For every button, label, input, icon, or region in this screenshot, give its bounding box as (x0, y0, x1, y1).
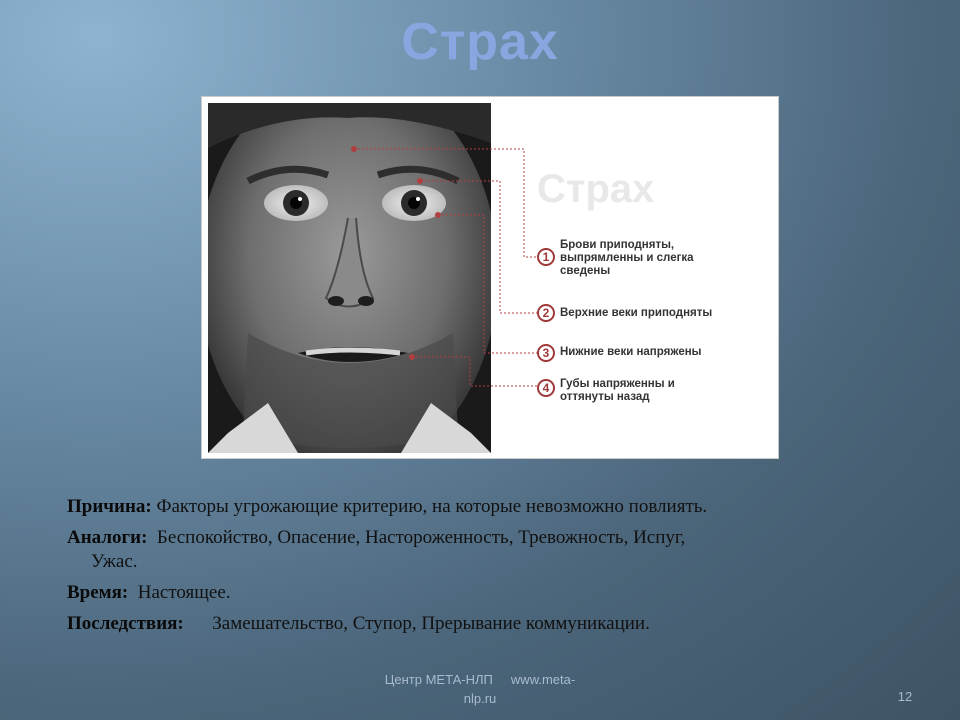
analogs-text: Беспокойство, Опасение, Настороженность, Тревожность, Испуг, (156, 527, 686, 548)
callout-number-4: 4 (537, 379, 555, 397)
fear-face-figure (202, 97, 778, 458)
slide-title: Страх (401, 13, 559, 71)
callout-text-1: Брови приподняты, выпрямленны и слегка сведены (560, 239, 694, 277)
analogs-label: Аналоги: (67, 527, 148, 548)
callout-number-2: 2 (537, 304, 555, 322)
footer-line-2: nlp.ru (463, 691, 497, 706)
consequences-text: Замешательство, Ступор, Прерывание коммуникации. (212, 613, 650, 634)
analogs-continuation: Ужас. (91, 551, 138, 572)
callout-text-4: Губы напряженны и оттянуты назад (560, 378, 675, 403)
slide-body (67, 495, 917, 643)
cause-label: Причина: (67, 496, 152, 517)
cause-row (67, 495, 917, 519)
callout-text-2: Верхние веки приподняты (560, 307, 713, 319)
slide-footer (345, 670, 615, 708)
analogs-row (67, 526, 917, 574)
time-text: Настоящее. (137, 582, 231, 603)
page-number: 12 (897, 689, 913, 704)
callout-number-1: 1 (537, 248, 555, 266)
callout-text-3: Нижние веки напряжены (560, 346, 702, 358)
cause-text: Факторы угрожающие критерию, на которые невозможно повлиять. (156, 496, 708, 517)
figure-watermark: Страх (537, 167, 655, 211)
consequences-label: Последствия: (67, 613, 184, 634)
consequences-row (67, 612, 917, 636)
time-label: Время: (67, 582, 129, 603)
footer-line-1: Центр МЕТА-НЛП www.meta- (384, 672, 576, 687)
callout-number-3: 3 (537, 344, 555, 362)
time-row (67, 581, 917, 605)
